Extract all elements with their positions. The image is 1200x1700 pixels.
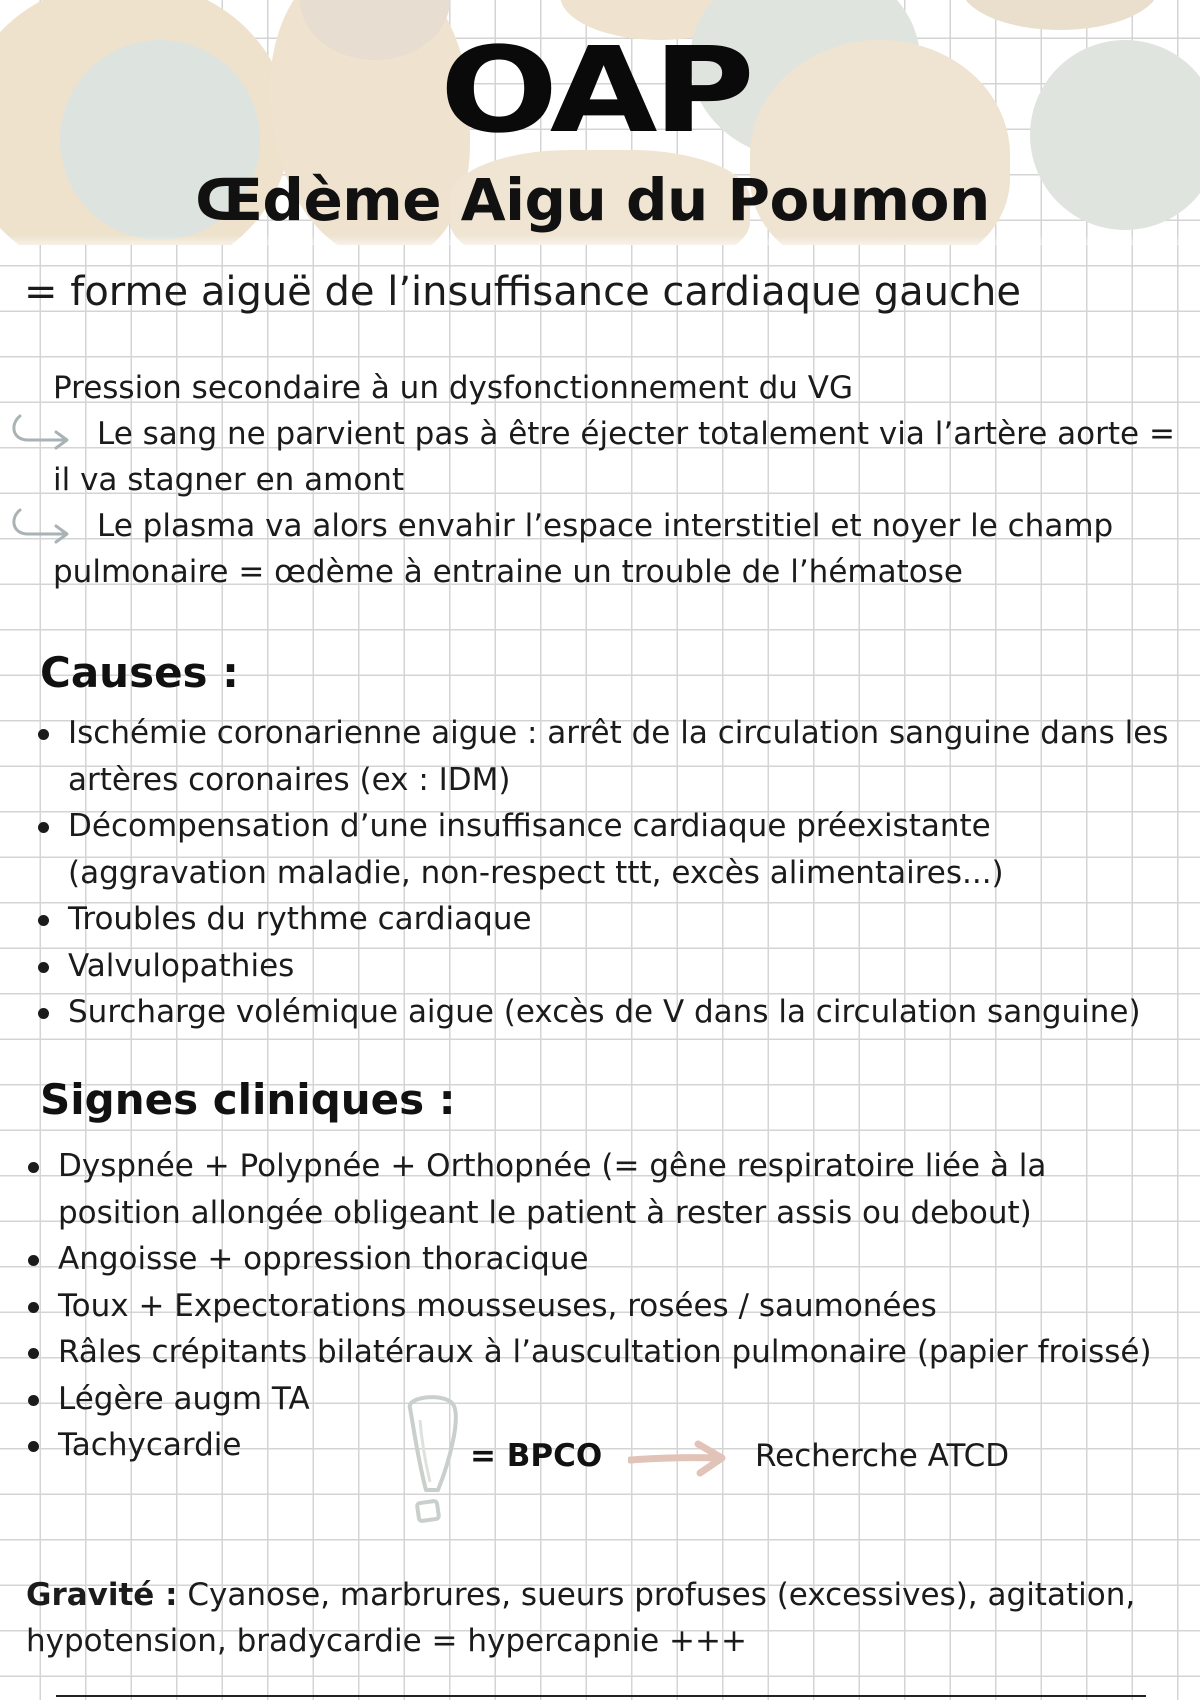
list-item: Troubles du rythme cardiaque xyxy=(68,896,1188,943)
page-title-acronym: OAP xyxy=(439,21,751,159)
list-item: Valvulopathies xyxy=(68,943,1188,990)
right-arrow-icon xyxy=(628,1438,728,1478)
list-item: Décompensation d’une insuffisance cardiaque préexistante (aggravation maladie, non-respect ttt, excès alimentaires...) xyxy=(68,803,1188,896)
severity-text: Cyanose, marbrures, sueurs profuses (excessives), agitation, hypotension, bradycardie = hypercapnie +++ xyxy=(26,1577,1136,1659)
mechanism-step-2 xyxy=(53,503,1193,549)
definition-line: = forme aiguë de l’insuffisance cardiaque gauche xyxy=(24,269,1021,315)
mechanism-line: Pression secondaire à un dysfonctionnement du VG xyxy=(53,370,854,406)
mechanism-step-2-cont: pulmonaire = œdème à entraine un trouble de l’hématose xyxy=(53,554,963,590)
exclamation-icon xyxy=(396,1390,466,1530)
mechanism-step-1-text: Le sang ne parvient pas à être éjecter totalement via l’artère aorte = xyxy=(97,416,1175,452)
causes-heading: Causes : xyxy=(40,648,239,697)
bpco-note: = BPCO xyxy=(470,1438,603,1474)
mechanism-step-1-cont: il va stagner en amont xyxy=(53,462,405,498)
mechanism-step-1 xyxy=(53,411,1193,457)
list-item: Angoisse + oppression thoracique xyxy=(58,1236,1158,1283)
list-item: Surcharge volémique aigue (excès de V dans la circulation sanguine) xyxy=(68,989,1188,1036)
atcd-note: Recherche ATCD xyxy=(755,1438,1010,1474)
hook-arrow-icon xyxy=(8,506,72,546)
list-item: Ischémie coronarienne aigue : arrêt de la circulation sanguine dans les artères coronaires (ex : IDM) xyxy=(68,710,1188,803)
severity-paragraph xyxy=(26,1572,1176,1664)
list-item: Dyspnée + Polypnée + Orthopnée (= gêne respiratoire liée à la position allongée obligeant le patient à rester assis ou debout) xyxy=(58,1143,1158,1236)
mechanism-step-2-text: Le plasma va alors envahir l’espace interstitiel et noyer le champ xyxy=(97,508,1114,544)
signs-list xyxy=(58,1143,1158,1469)
mechanism-paragraph xyxy=(53,365,1193,595)
severity-label: Gravité : xyxy=(26,1577,178,1613)
causes-list xyxy=(68,710,1188,1036)
list-item: Toux + Expectorations mousseuses, rosées / saumonées xyxy=(58,1283,1158,1330)
list-item: Légère augm TA xyxy=(58,1376,1158,1423)
signs-heading: Signes cliniques : xyxy=(40,1075,456,1124)
divider xyxy=(56,1695,1146,1697)
list-item: Râles crépitants bilatéraux à l’auscultation pulmonaire (papier froissé) xyxy=(58,1329,1158,1376)
page-subtitle: Œdème Aigu du Poumon xyxy=(195,166,990,234)
list-item: Tachycardie xyxy=(58,1422,1158,1469)
hook-arrow-icon xyxy=(8,412,72,452)
